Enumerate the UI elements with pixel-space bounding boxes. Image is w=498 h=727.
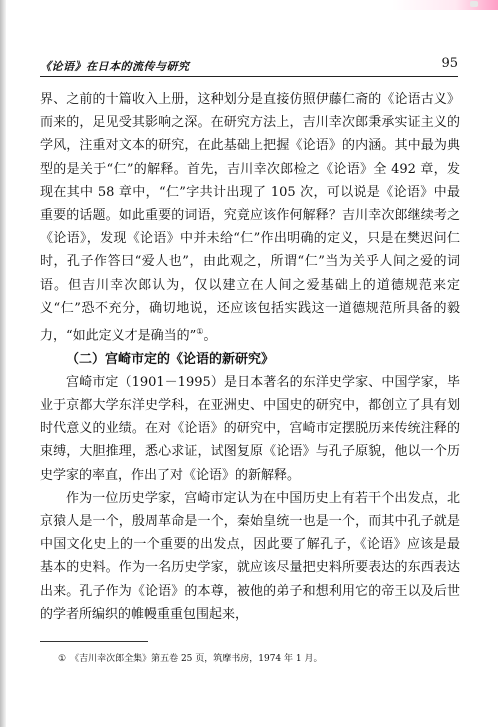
scan-corner-mark [392,0,498,10]
header-rule [40,76,458,77]
section-heading: （二）宫崎市定的《论语的新研究》 [66,351,275,367]
body-text [40,88,460,626]
footnote-marker: ① [58,654,67,664]
footnote-rule [40,641,148,642]
paragraph-1 [40,88,460,348]
footnote-reference: ① [196,327,204,337]
paragraph-3: 作为一位历史学家，宫崎市定认为在中国历史上有若干个出发点，北京猿人是一个，殷周革命是一个，秦始皇统一也是一个，而其中孔子就是中国文化史上的一个重要的出发点，因此要了解孔子，《论语》应该是最基本的史料。作为一名历史学家，就应该尽量把史料所要表达的东西表达出来。孔子作为《论语》的本尊，被他的弟子和想利用它的帝王以及后世的学者所编织的帷幔重重包围起来， [40,490,460,622]
page-number: 95 [441,56,458,71]
page-left-edge-shadow [0,0,6,727]
paragraph-1-text: 界、之前的十篇收入上册，这种划分是直接仿照伊藤仁斋的《论语古义》而来的，足见受其影响之深。在研究方法上，吉川幸次郎秉承实证主义的学风，注重对文本的研究，在此基础上把握《论语》的内涵。其中最为典型的是关于“仁”的解释。首先，吉川幸次郎检之《论语》全 492 章，发现在其中 58 章中，“仁”字共计出现了 105 次，可以说是《论语》中最重要的话题。如此重要的词语，究竟应该作何解释？吉川幸次郎继续考之《论语》，发现《论语》中并未给“仁”作出明确的定义，只是在樊迟问仁时，孔子作答曰“爱人也”，由此观之，所谓“仁”当为关乎人间之爱的词语。但吉川幸次郎认为，仅以建立在人间之爱基础上的道德规范来定义“仁”恐不充分，确切地说，还应该包括实践这一道德规范所具备的毅力，“如此定义才是确当的” [40,92,460,344]
footnote-text: 《吉川幸次郎全集》第五卷 25 页，筑摩书房，1974 年 1 月。 [70,654,323,664]
paragraph-1-end: 。 [203,328,217,344]
footnote [58,652,458,666]
paragraph-2: 宫崎市定（1901－1995）是日本著名的东洋史学家、中国学家，毕业于京都大学东洋史学科，在亚洲史、中国史的研究中，都创立了具有划时代意义的业绩。在对《论语》的研究中，宫崎市定摆脱历来传统注释的束缚，大胆推理，悉心求证，试图复原《论语》与孔子原貌，他以一个历史学家的率直，作出了对《论语》的新解释。 [40,374,460,483]
running-header [40,54,458,74]
scan-corner-dot [470,1,478,7]
running-header-title: 《论语》在日本的流传与研究 [40,60,190,73]
